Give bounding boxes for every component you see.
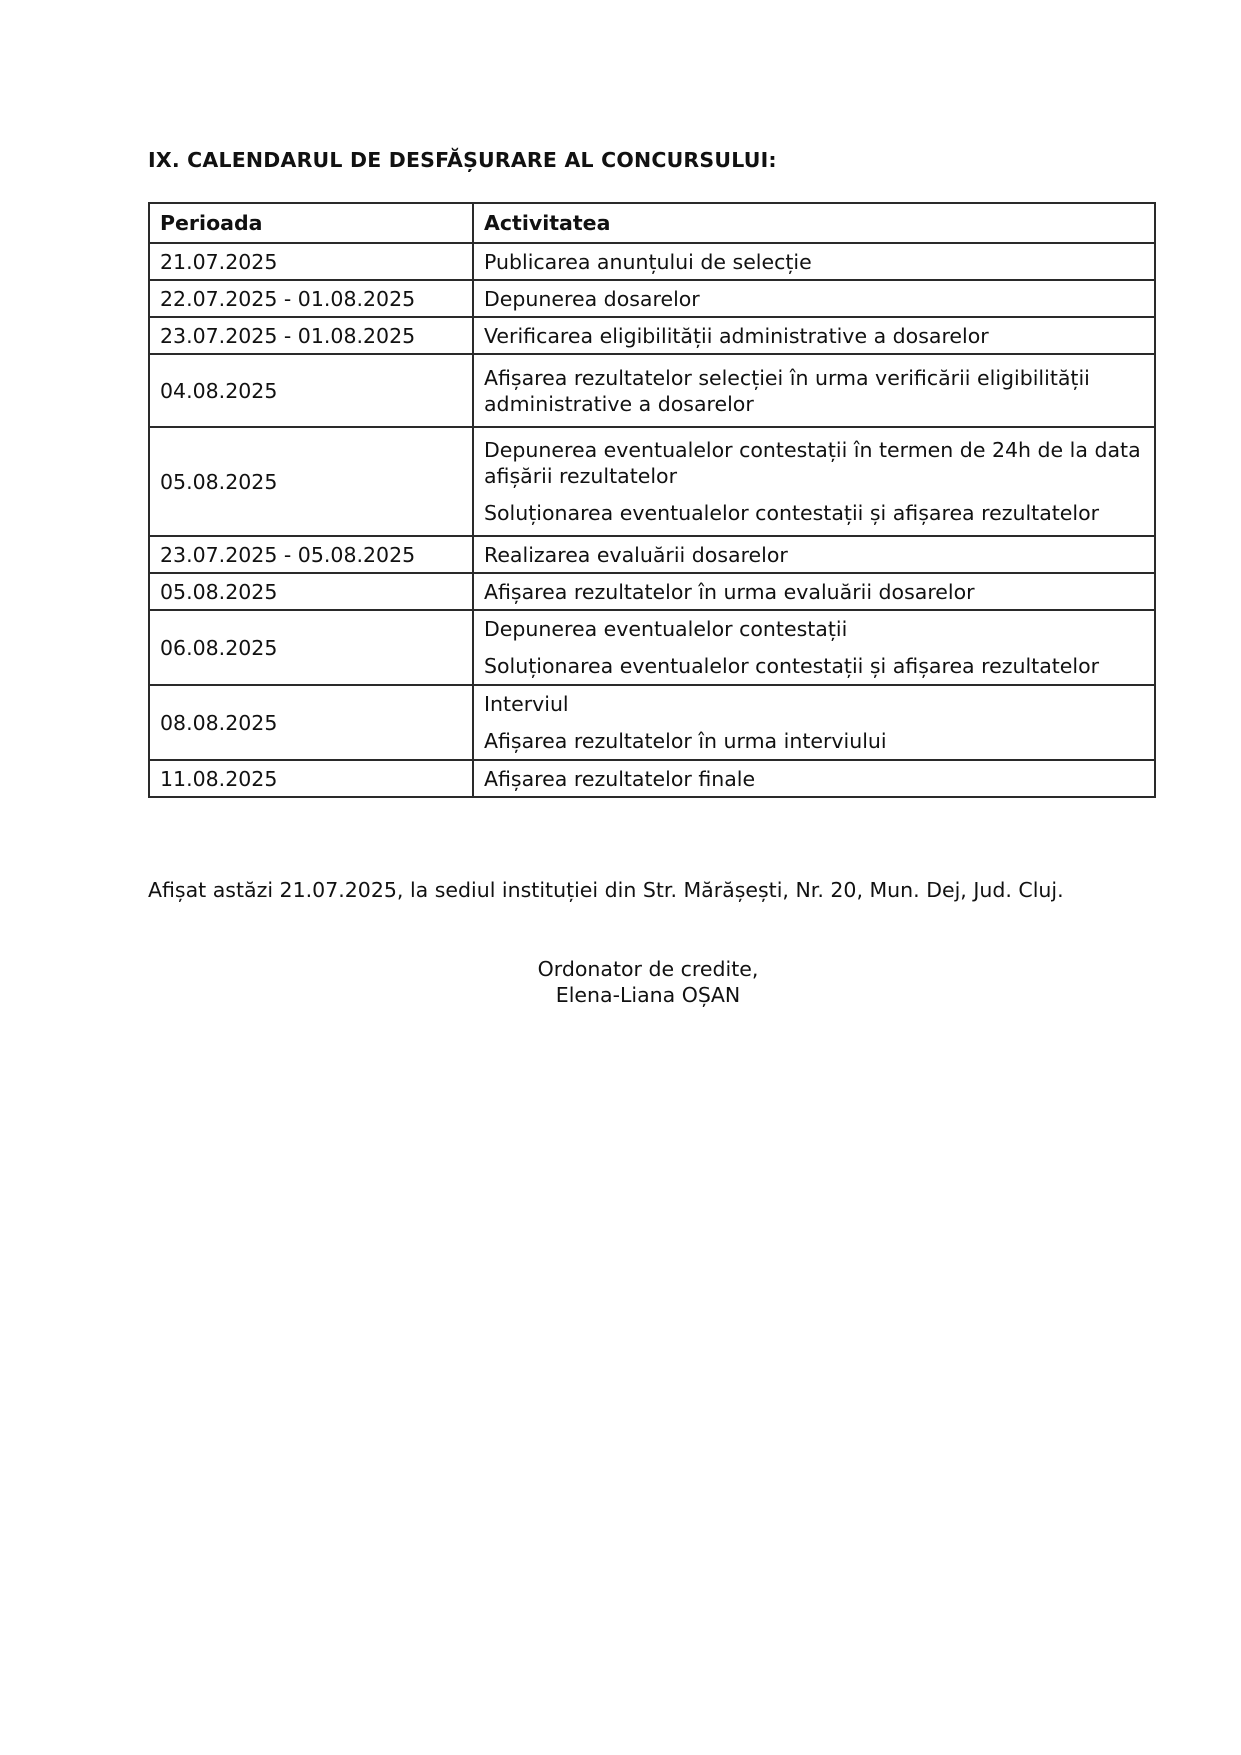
table-row <box>149 536 1155 573</box>
activity-text: Afișarea rezultatelor în urma evaluării dosarelor <box>484 579 975 604</box>
table-row <box>149 280 1155 317</box>
table-row <box>149 354 1155 427</box>
period-cell: 23.07.2025 - 01.08.2025 <box>149 317 473 354</box>
signatory-name: Elena-Liana OȘAN <box>555 983 741 1007</box>
schedule-table <box>148 202 1156 798</box>
table-row <box>149 317 1155 354</box>
table-row <box>149 243 1155 280</box>
header-activity: Activitatea <box>473 203 1155 243</box>
table-row <box>149 427 1155 536</box>
activity-text: Verificarea eligibilității administrative a dosarelor <box>484 323 989 348</box>
period-cell: 23.07.2025 - 05.08.2025 <box>149 536 473 573</box>
activity-cell <box>473 427 1155 536</box>
activity-text: Publicarea anunțului de selecție <box>484 249 812 274</box>
activity-text: Afișarea rezultatelor în urma interviului <box>484 729 887 753</box>
signatory-role: Ordonator de credite, <box>537 957 759 981</box>
activity-cell <box>473 317 1155 354</box>
activity-text: Depunerea dosarelor <box>484 286 700 311</box>
activity-cell <box>473 760 1155 797</box>
table-row <box>149 573 1155 610</box>
activity-cell <box>473 573 1155 610</box>
activity-text: Soluționarea eventualelor contestații și afișarea rezultatelor <box>484 501 1100 525</box>
period-cell: 22.07.2025 - 01.08.2025 <box>149 280 473 317</box>
activity-cell <box>473 610 1155 685</box>
period-cell: 05.08.2025 <box>149 573 473 610</box>
activity-cell <box>473 354 1155 427</box>
activity-text: Interviul <box>484 692 569 716</box>
activity-cell <box>473 685 1155 760</box>
activity-text: Afișarea rezultatelor finale <box>484 766 756 791</box>
activity-cell <box>473 243 1155 280</box>
activity-cell <box>473 536 1155 573</box>
period-cell: 04.08.2025 <box>149 354 473 427</box>
activity-text: Afișarea rezultatelor selecției în urma verificării eligibilității administrative a dosarelor <box>484 365 1090 416</box>
table-row <box>149 610 1155 685</box>
period-cell: 11.08.2025 <box>149 760 473 797</box>
activity-text: Depunerea eventualelor contestații în termen de 24h de la data afișării rezultatelor <box>484 438 1141 488</box>
period-cell: 08.08.2025 <box>149 685 473 760</box>
table-header-row <box>149 203 1155 243</box>
activity-cell <box>473 280 1155 317</box>
period-cell: 05.08.2025 <box>149 427 473 536</box>
period-cell: 21.07.2025 <box>149 243 473 280</box>
activity-text: Depunerea eventualelor contestații <box>484 617 848 641</box>
posting-notice: Afișat astăzi 21.07.2025, la sediul instituției din Str. Mărășești, Nr. 20, Mun. Dej, Jud. Cluj. <box>148 878 1064 902</box>
header-period: Perioada <box>149 203 473 243</box>
table-row <box>149 760 1155 797</box>
activity-text: Soluționarea eventualelor contestații și afișarea rezultatelor <box>484 654 1100 678</box>
table-row <box>149 685 1155 760</box>
section-title: IX. CALENDARUL DE DESFĂȘURARE AL CONCURSULUI: <box>148 148 777 172</box>
activity-text: Realizarea evaluării dosarelor <box>484 542 788 567</box>
signature-block <box>448 956 848 1008</box>
period-cell: 06.08.2025 <box>149 610 473 685</box>
